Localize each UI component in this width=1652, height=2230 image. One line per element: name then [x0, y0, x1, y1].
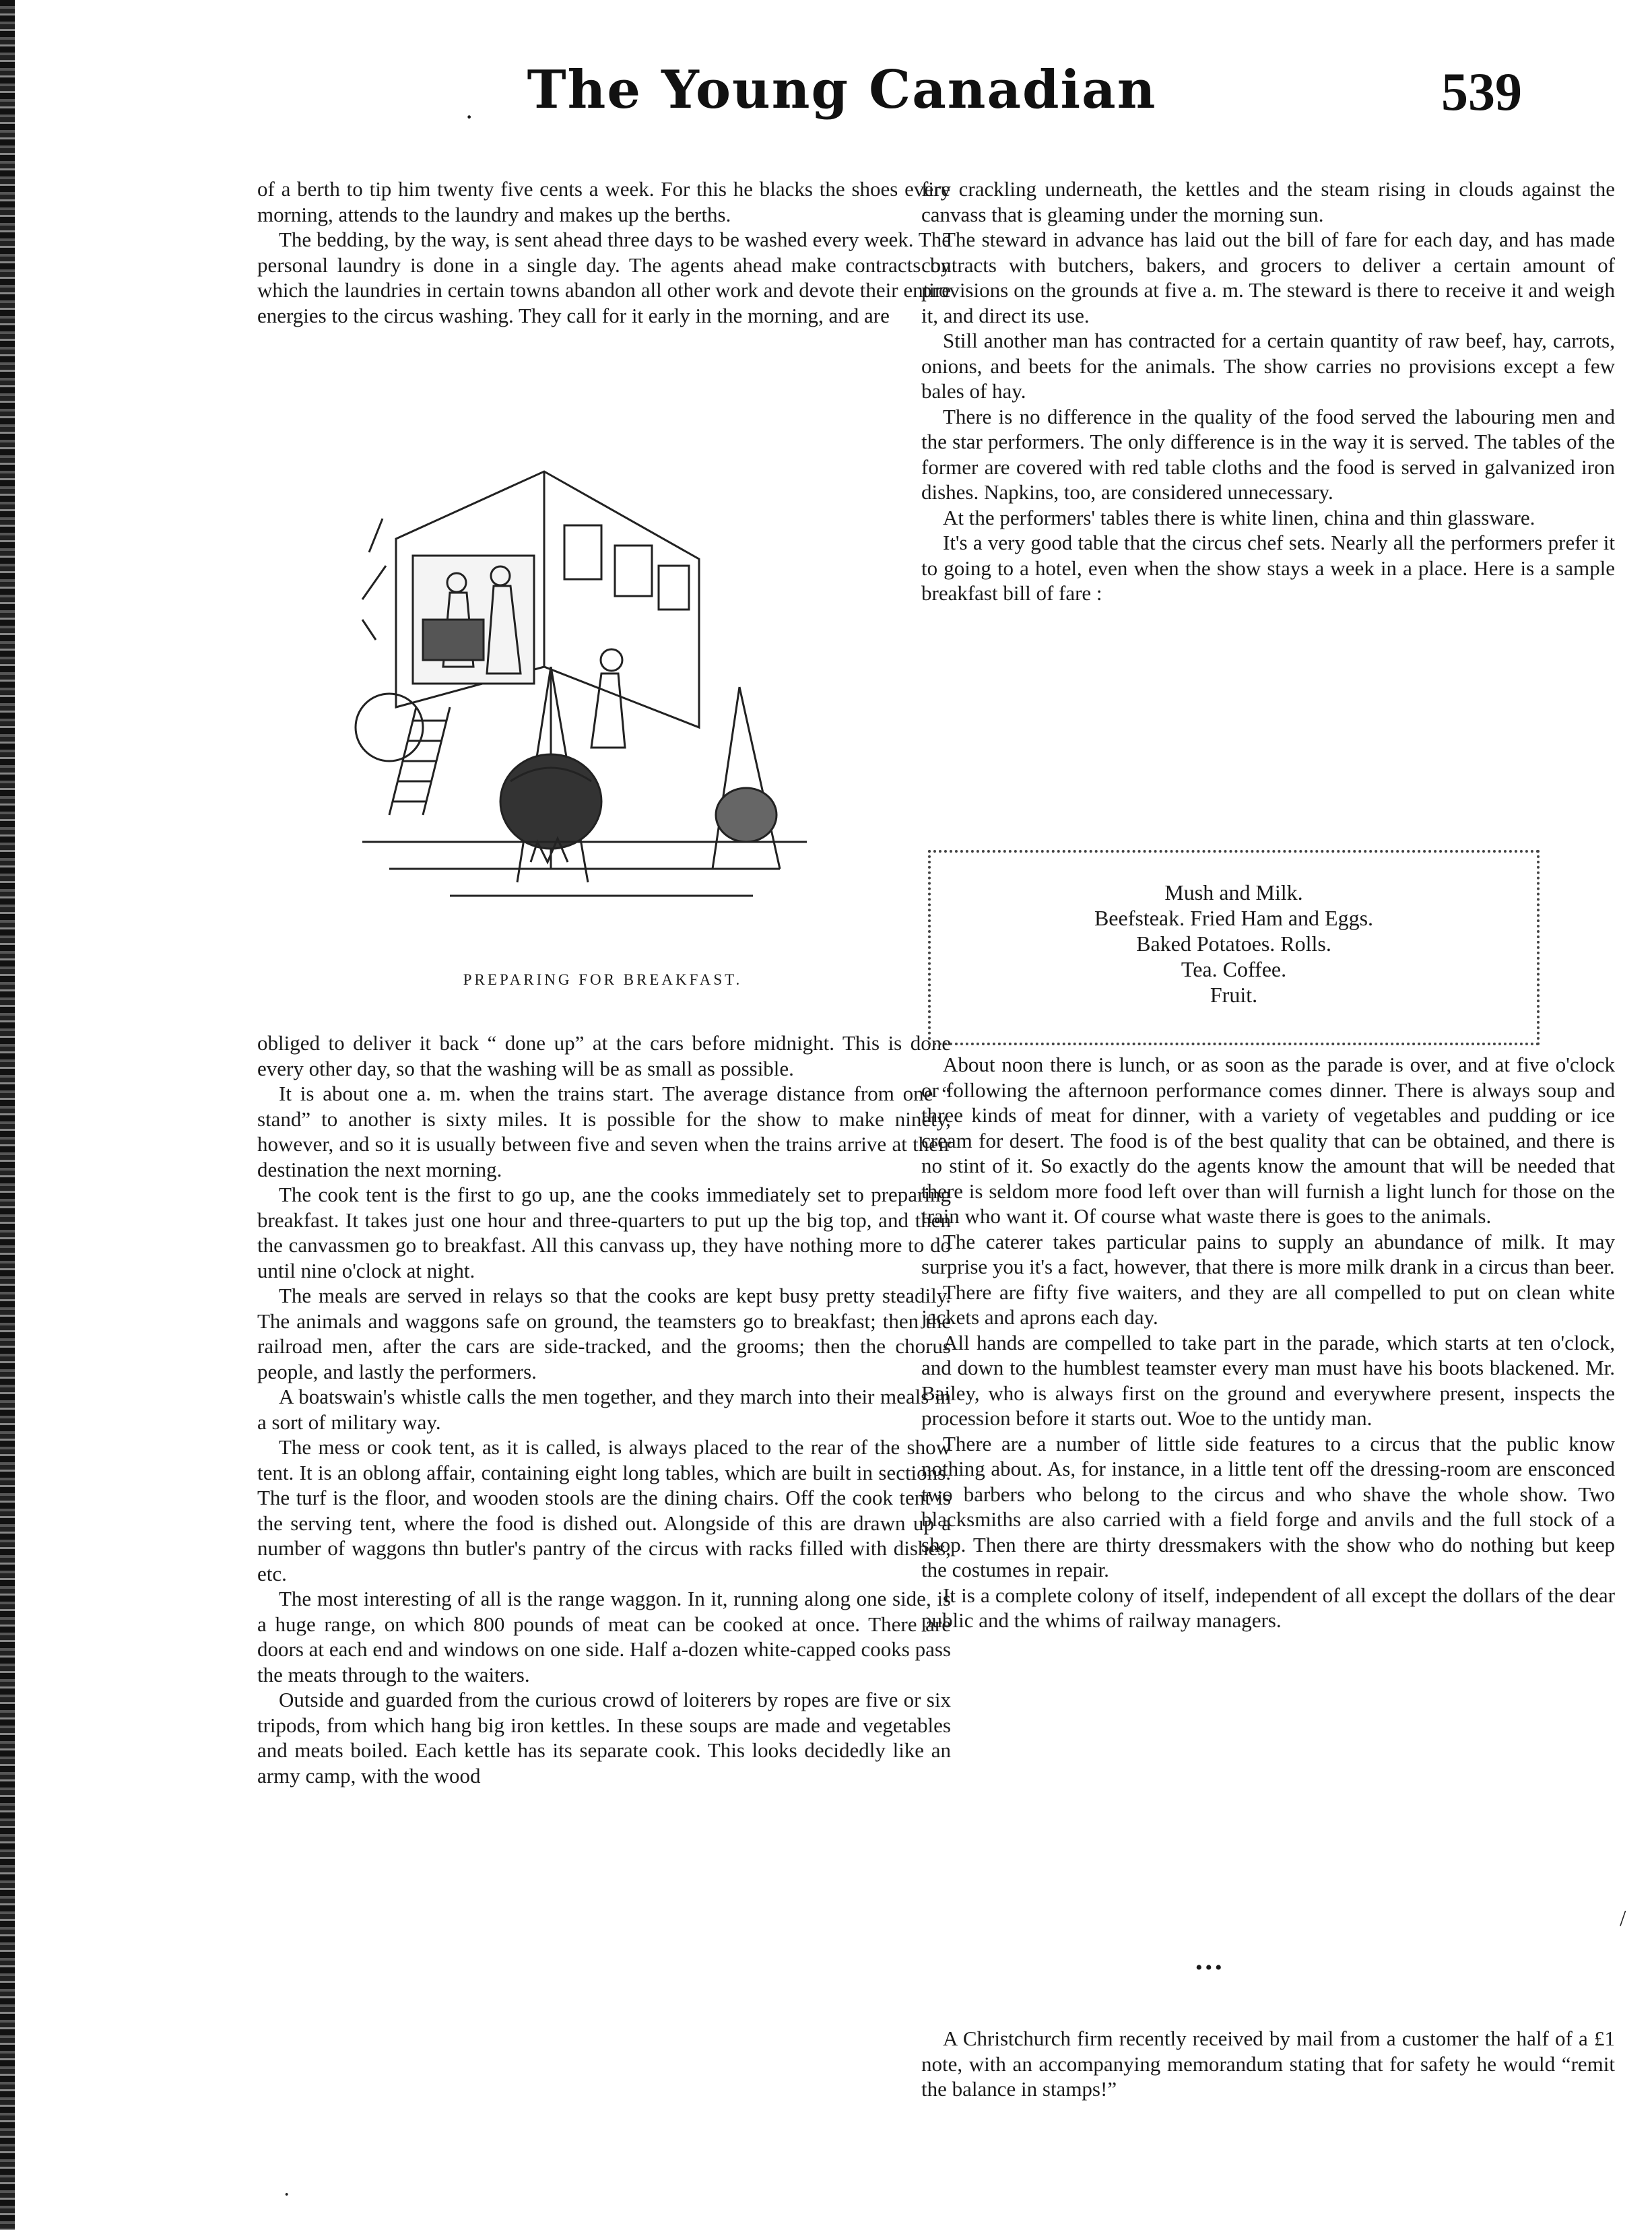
paragraph: It's a very good table that the circus chef sets. Nearly all the performers prefer it to going to a hotel, even when the show stays a week in a place. Here is a sample breakfast bill of fare : — [921, 531, 1615, 605]
paragraph: of a berth to tip him twenty five cents a week. For this he blacks the shoes every morning, attends to the laundry and makes up the berths. — [257, 177, 951, 226]
menu-line: Beefsteak. Fried Ham and Eggs. — [1094, 906, 1374, 930]
paragraph: About noon there is lunch, or as soon as the parade is over, and at five o'clock or following the afternoon performance comes dinner. There is always soup and three kinds of meat for dinner, with a variety of vegetables and pudding or ice cream for desert. The food is of the best quality that can be obtained, and there is no stint of it. So exactly do the agents know the amount that will be needed that there is seldom more food left over than will furnish a light lunch for those on the train who want it. Of course what waste there is goes to the animals. — [921, 1053, 1615, 1228]
paragraph: There is no difference in the quality of the food served the labouring men and the star performers. The only difference is in the way it is served. The tables of the former are covered with red table cloths and the food is served in galvanized iron dishes. Napkins, too, are considered unnecessary. — [921, 404, 1615, 504]
bill-of-fare-box — [928, 850, 1540, 1045]
menu-line: Mush and Milk. — [1164, 880, 1303, 905]
paragraph: There are fifty five waiters, and they are all compelled to put on clean white jackets and aprons each day. — [921, 1280, 1615, 1329]
paragraph: fire crackling underneath, the kettles and the steam rising in clouds against the canvass that is gleaming under the morning sun. — [921, 177, 1615, 226]
right-column-bottom — [921, 1052, 1615, 1633]
right-column-top — [921, 176, 1615, 606]
figure-caption: PREPARING FOR BREAKFAST. — [463, 971, 743, 988]
menu-line: Baked Potatoes. Rolls. — [1136, 931, 1331, 956]
paragraph: The caterer takes particular pains to supply an abundance of milk. It may surprise you it's a fact, however, that there is more milk drank in a circus than beer. — [921, 1229, 1615, 1278]
anecdote — [921, 2026, 1615, 2102]
paragraph: The most interesting of all is the range waggon. In it, running along one side, is a huge range, on which 800 pounds of meat can be cooked at once. There are doors at each end and windows on one side. Half a-dozen white-capped cooks pass the meats through to the waiters. — [257, 1587, 951, 1686]
paragraph: The mess or cook tent, as it is called, is always placed to the rear of the show tent. It is an oblong affair, containing eight long tables, which are built in sections. The turf is the floor, and wooden stools are the dining chairs. Off the cook tent is the serving tent, where the food is dished out. Alongside of this are drawn up a number of waggons thn butler's pantry of the circus with racks filled with dishes, etc. — [257, 1435, 951, 1585]
left-column-top — [257, 176, 951, 328]
breakfast-illustration — [349, 465, 820, 963]
header-dot: · — [465, 102, 474, 132]
paragraph: obliged to deliver it back “ done up” at the cars before midnight. This is done every other day, so that the washing will be as small as possible. — [257, 1031, 951, 1080]
page-number: 539 — [1441, 63, 1522, 122]
paragraph: The steward in advance has laid out the bill of fare for each day, and has made contracts with butchers, bakers, and grocers to deliver a certain amount of provisions on the grounds at five a. m. The steward is there to receive it and weigh it, and direct its use. — [921, 228, 1615, 327]
paragraph: Outside and guarded from the curious crowd of loiterers by ropes are five or six tripods, from which hang big iron kettles. In these soups are made and vegetables and meats boiled. Each kettle has its separate cook. This looks decidedly like an army camp, with the wood — [257, 1688, 951, 1788]
paragraph: It is a complete colony of itself, independent of all except the dollars of the dear public and the whims of railway managers. — [921, 1583, 1615, 1632]
paragraph: The cook tent is the first to go up, ane the cooks immediately set to preparing breakfast. It takes just one hour and three-quarters to put up the big top, and then the canvassmen go to breakfast. All this canvass up, they have nothing more to do until nine o'clock at night. — [257, 1183, 951, 1282]
menu-line: Tea. Coffee. — [1181, 957, 1287, 981]
binding-edge — [0, 0, 15, 2230]
left-column-bottom — [257, 1030, 951, 1788]
paragraph: There are a number of little side features to a circus that the public know nothing about. As, for instance, in a little tent off the dressing-room are ensconced two barbers who belong to the circus and who shave the whole show. Two blacksmiths are also carried with a field forge and anvils and the full stock of a shop. Then there are thirty dressmakers with the show who do nothing but keep the costumes in repair. — [921, 1431, 1615, 1581]
paragraph: The bedding, by the way, is sent ahead three days to be washed every week. The personal laundry is done in a single day. The agents ahead make contracts by which the laundries in certain towns abandon all other work and devote their entire energies to the circus washing. They call for it early in the morning, and are — [257, 228, 951, 327]
paragraph: A boatswain's whistle calls the men together, and they march into their meals in a sort of military way. — [257, 1385, 951, 1434]
paragraph: All hands are compelled to take part in the parade, which starts at ten o'clock, and down to the humblest teamster every man must have his boots blackened. Mr. Bailey, who is always first on the ground and everywhere present, inspects the procession before it starts out. Woe to the untidy man. — [921, 1330, 1615, 1430]
paragraph: The meals are served in relays so that the cooks are kept busy pretty steadily. The animals and waggons safe on ground, the teamsters go to breakfast; then the railroad men, after the cars are side-tracked, and the grooms; then the chorus people, and lastly the performers. — [257, 1284, 951, 1383]
section-separator: ••• — [1195, 1957, 1225, 1979]
page-header-title: The Young Canadian — [527, 59, 1157, 121]
paragraph: At the performers' tables there is white linen, china and thin glassware. — [943, 505, 1535, 529]
stray-dot: · — [283, 2182, 291, 2207]
paragraph: Still another man has contracted for a certain quantity of raw beef, hay, carrots, onions, and beets for the animals. The show carries no provisions except a few bales of hay. — [921, 329, 1615, 403]
stray-mark: / — [1620, 1906, 1626, 1931]
paragraph: It is about one a. m. when the trains start. The average distance from one “ stand” to another is sixty miles. It is possible for the show to make ninety, however, and so it is usually between five and seven when the trains arrive at their destination the next morning. — [257, 1082, 951, 1181]
menu-line: Fruit. — [1210, 983, 1258, 1007]
paragraph: A Christchurch firm recently received by mail from a customer the half of a £1 note, with an accompanying memorandum stating that for safety he would “remit the balance in stamps!” — [921, 2027, 1615, 2101]
